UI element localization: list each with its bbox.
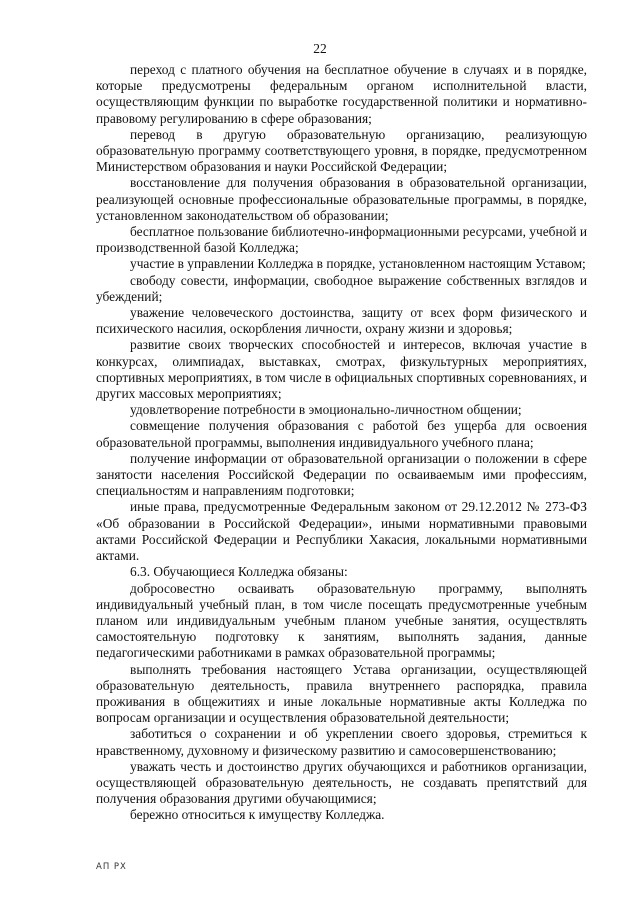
paragraph: иные права, предусмотренные Федеральным законом от 29.12.2012 № 273-ФЗ «Об образовании в Российской Федерации», иными нормативными правовыми актами Российской Федерации и Республики Хакасия, локальными нормативными актами.	[96, 499, 587, 564]
document-body	[96, 62, 587, 824]
paragraph: участие в управлении Колледжа в порядке, установленном настоящим Уставом;	[130, 256, 586, 272]
paragraph: уважение человеческого достоинства, защиту от всех форм физического и психического насилия, оскорбления личности, охрану жизни и здоровья;	[96, 305, 587, 337]
paragraph: получение информации от образовательной организации о положении в сфере занятости населения Российской Федерации по осваиваемым ими профессиям, специальностям и направлениям подготовки;	[96, 450, 587, 499]
paragraph: перевод в другую образовательную организацию, реализующую образовательную программу соответствующего уровня, в порядке, предусмотренном Министерством образования и науки Российской Федерации;	[96, 126, 587, 175]
archive-stamp-text: АП РХ	[96, 862, 127, 872]
paragraph: выполнять требования настоящего Устава организации, осуществляющей образовательную деятельность, правила внутреннего распорядка, правила проживания в общежитиях и иные локальные нормативные акты Колледжа по вопросам организации и осуществления образовательной деятельности;	[96, 661, 587, 726]
paragraph: уважать честь и достоинство других обучающихся и работников организации, осуществляющей образовательную деятельность, не создавать препятствий для получения образования другими обучающимися;	[96, 758, 587, 807]
paragraph: бережно относиться к имуществу Колледжа.	[130, 807, 385, 823]
paragraph: совмещение получения образования с работой без ущерба для освоения образовательной программы, выполнения индивидуального учебного плана;	[96, 418, 587, 450]
section-heading: 6.3. Обучающиеся Колледжа обязаны:	[130, 564, 348, 580]
paragraph: переход с платного обучения на бесплатное обучение в случаях и в порядке, которые предусмотрены федеральным органом исполнительной власти, осуществляющим функции по выработке государственной политики и нормативно-правовому регулированию в сфере образования;	[96, 62, 587, 126]
paragraph: свободу совести, информации, свободное выражение собственных взглядов и убеждений;	[96, 272, 587, 304]
paragraph: удовлетворение потребности в эмоционально-личностном общении;	[130, 402, 522, 418]
paragraph: добросовестно осваивать образовательную программу, выполнять индивидуальный учебный план, в том числе посещать предусмотренные учебным планом или индивидуальным учебным планом учебные занятия, осуществлять самостоятельную подготовку к занятиям, выполнять задания, данные педагогическими работниками в рамках образовательной программы;	[96, 580, 587, 661]
page-number: 22	[313, 41, 327, 56]
paragraph: бесплатное пользование библиотечно-информационными ресурсами, учебной и производственной базой Колледжа;	[96, 224, 588, 256]
paragraph: развитие своих творческих способностей и интересов, включая участие в конкурсах, олимпиадах, выставках, смотрах, физкультурных мероприятиях, спортивных мероприятиях, в том числе в официальных спортивных соревнованиях, и других массовых мероприятиях;	[96, 337, 587, 402]
paragraph: заботиться о сохранении и об укреплении своего здоровья, стремиться к нравственному, духовному и физическому развитию и самосовершенствованию;	[96, 726, 587, 758]
paragraph: восстановление для получения образования в образовательной организации, реализующей основные профессиональные образовательные программы, в порядке, установленном законодательством об образовании;	[96, 175, 587, 223]
